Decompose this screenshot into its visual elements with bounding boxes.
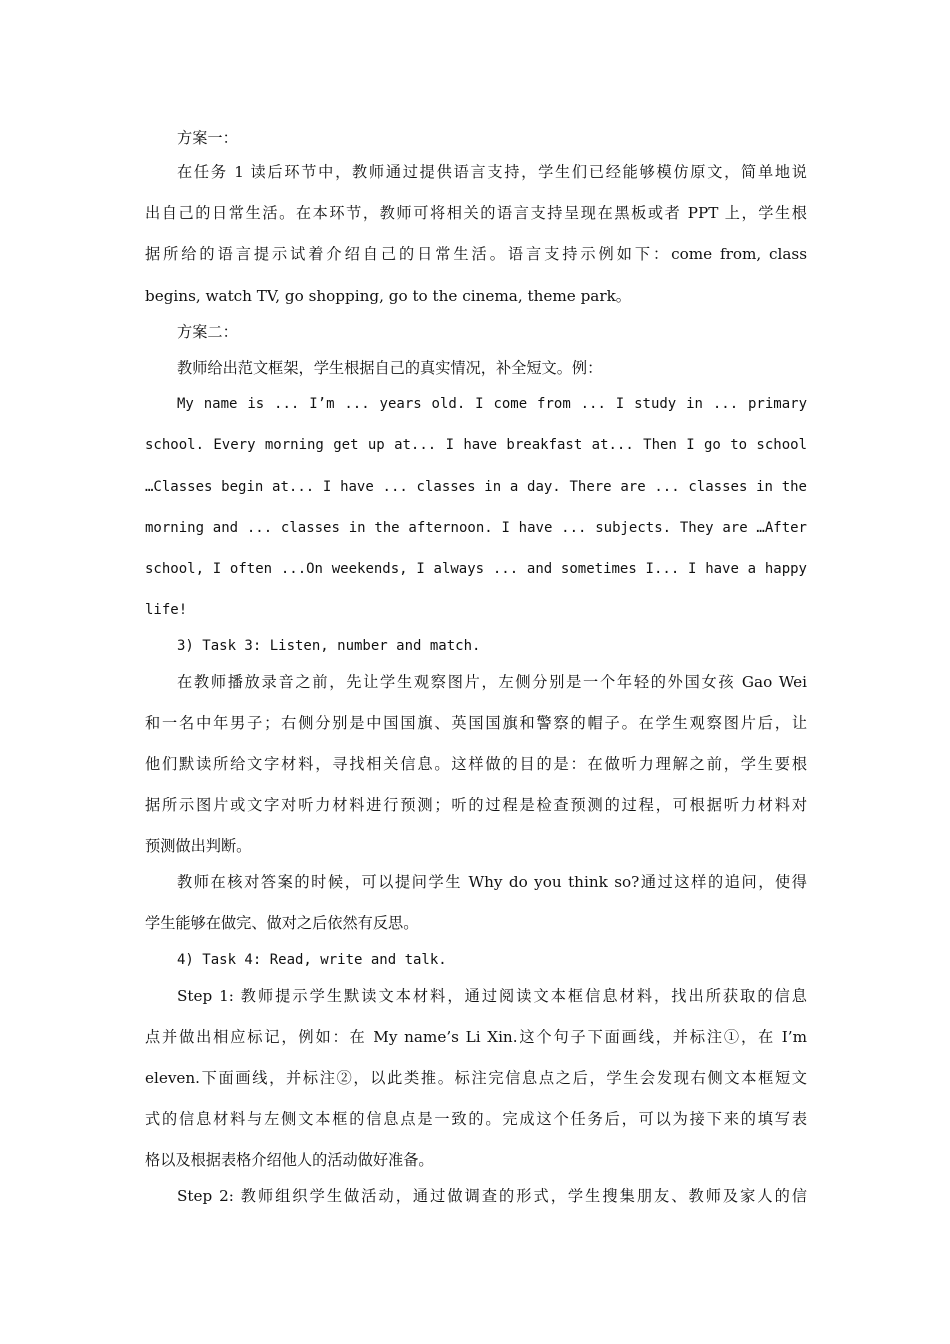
paragraph-line: begins, watch TV, go shopping, go to the cinema, theme park。	[145, 287, 631, 305]
example-line: …Classes begin at... I have ... classes in a day. There are ... classes in the	[145, 479, 807, 495]
paragraph-line: 教师给出范文框架，学生根据自己的真实情况，补全短文。例：	[177, 359, 603, 377]
example-line: My name is ... I’m ... years old. I come from ... I study in ... primary	[177, 396, 807, 412]
example-line: school. Every morning get up at... I have breakfast at... Then I go to school	[145, 437, 807, 453]
paragraph-line: 出自己的日常生活。在本环节，教师可将相关的语言支持呈现在黑板或者 PPT 上，学生根	[145, 204, 807, 222]
paragraph-line: 教师在核对答案的时候，可以提问学生 Why do you think so?通过这样的追问，使得	[177, 873, 807, 891]
paragraph-line: 和一名中年男子；右侧分别是中国国旗、英国国旗和警察的帽子。在学生观察图片后，让	[145, 714, 807, 732]
paragraph-line: Step 2: 教师组织学生做活动，通过做调查的形式，学生搜集朋友、教师及家人的信	[177, 1187, 807, 1205]
task4-heading: 4) Task 4: Read, write and talk.	[177, 952, 447, 968]
task3-heading: 3) Task 3: Listen, number and match.	[177, 638, 481, 654]
paragraph-line: 格以及根据表格介绍他人的活动做好准备。	[145, 1151, 434, 1169]
paragraph-line: 点并做出相应标记，例如：在 My name’s Li Xin.这个句子下面画线，并标注①，在 I’m	[145, 1028, 807, 1046]
paragraph-line: 在任务 1 读后环节中，教师通过提供语言支持，学生们已经能够模仿原文，简单地说	[177, 163, 807, 181]
example-line: morning and ... classes in the afternoon. I have ... subjects. They are …After	[145, 520, 807, 536]
paragraph-line: eleven.下面画线，并标注②，以此类推。标注完信息点之后，学生会发现右侧文本框短文	[145, 1069, 807, 1087]
paragraph-line: 他们默读所给文字材料，寻找相关信息。这样做的目的是：在做听力理解之前，学生要根	[145, 755, 807, 773]
paragraph-line: Step 1: 教师提示学生默读文本材料，通过阅读文本框信息材料，找出所获取的信息	[177, 987, 807, 1005]
paragraph-line: 学生能够在做完、做对之后依然有反思。	[145, 914, 419, 932]
paragraph-line: 据所示图片或文字对听力材料进行预测；听的过程是检查预测的过程，可根据听力材料对	[145, 796, 807, 814]
paragraph-line: 预测做出判断。	[145, 837, 252, 855]
paragraph-line: 据所给的语言提示试着介绍自己的日常生活。语言支持示例如下：come from, class	[145, 245, 807, 263]
paragraph-line: 在教师播放录音之前，先让学生观察图片，左侧分别是一个年轻的外国女孩 Gao Wei	[177, 673, 807, 691]
paragraph-line: 式的信息材料与左侧文本框的信息点是一致的。完成这个任务后，可以为接下来的填写表	[145, 1110, 807, 1128]
heading-plan-one: 方案一：	[177, 129, 238, 147]
example-line: life!	[145, 602, 188, 618]
heading-plan-two: 方案二：	[177, 323, 238, 341]
example-line: school, I often ...On weekends, I always ... and sometimes I... I have a happy	[145, 561, 807, 577]
